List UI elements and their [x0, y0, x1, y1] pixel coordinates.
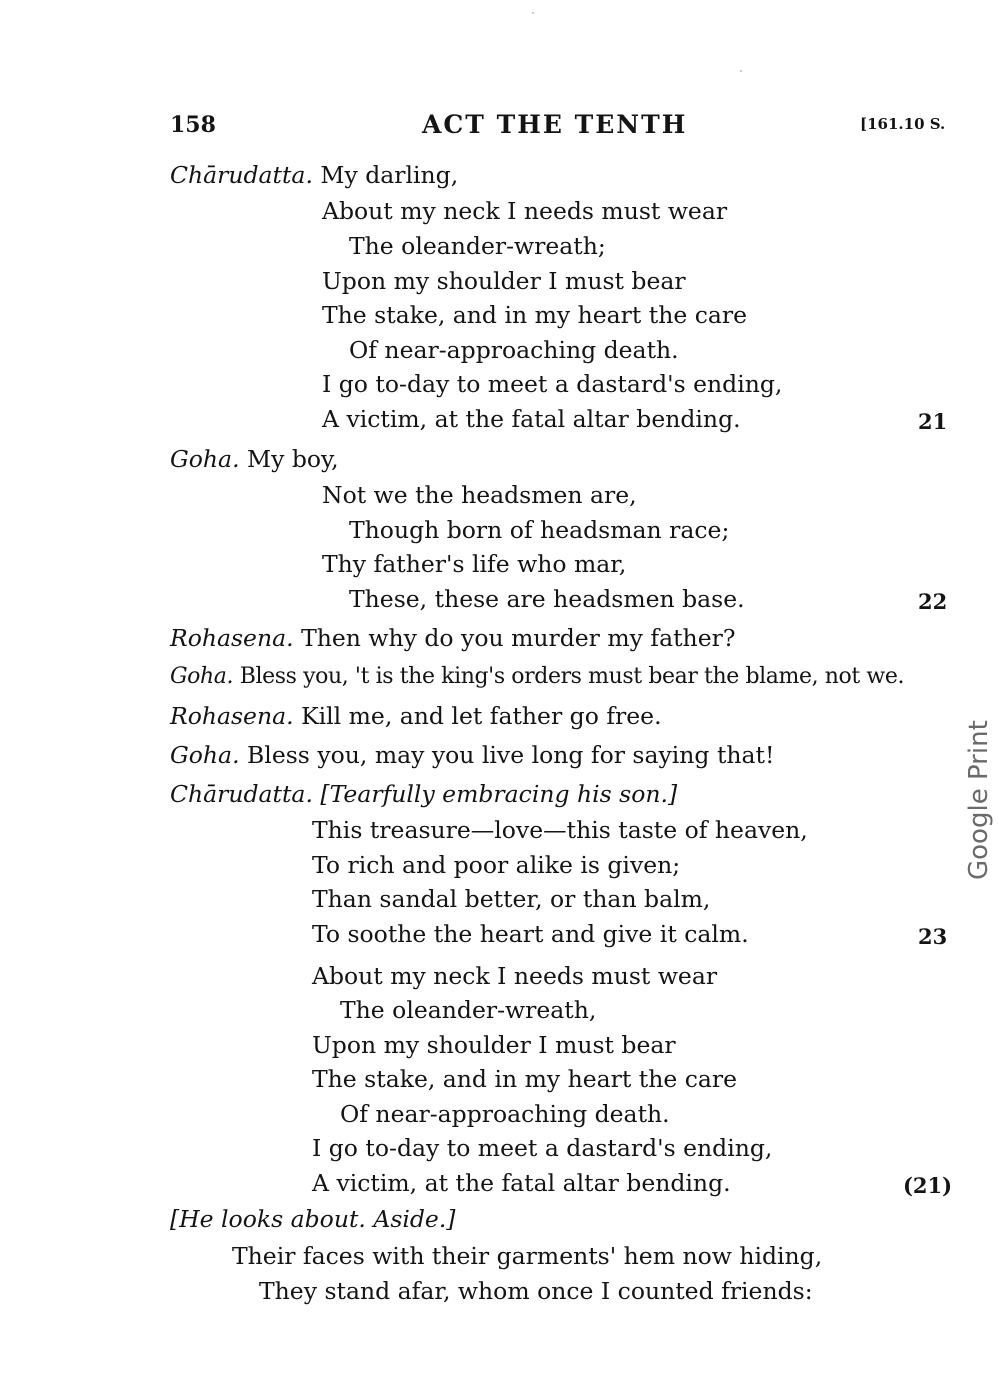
speech-text: My boy, [247, 445, 339, 473]
speaker-name: Chārudatta. [170, 161, 313, 189]
speaker-name: Rohasena. [170, 702, 294, 730]
verse-number: 21 [918, 409, 948, 434]
speech-line [170, 741, 775, 769]
verse-line: I go to-day to meet a dastard's ending, [322, 370, 783, 398]
page-title: ACT THE TENTH [422, 110, 688, 139]
verse-line: About my neck I needs must wear [312, 962, 718, 990]
verse-line: These, these are headsmen base. [349, 585, 745, 613]
speech-text: Bless you, 't is the king's orders must bear the blame, not we. [239, 664, 905, 689]
verse-number: 23 [918, 924, 948, 949]
verse-line: About my neck I needs must wear [322, 197, 728, 225]
speaker-name: Goha. [170, 445, 240, 473]
verse-line: Though born of headsman race; [349, 516, 730, 544]
verse-line: The oleander-wreath, [340, 996, 597, 1024]
scan-speck [740, 70, 742, 72]
speech-text: My darling, [320, 161, 459, 189]
verse-line: The stake, and in my heart the care [312, 1065, 738, 1093]
verse-line: A victim, at the fatal altar bending. [312, 1169, 731, 1197]
verse-line: I go to-day to meet a dastard's ending, [312, 1134, 773, 1162]
google-print-watermark: Google Print [964, 720, 994, 880]
section-reference: [161.10 S. [860, 115, 946, 133]
verse-line: Their faces with their garments' hem now hiding, [232, 1242, 823, 1270]
verse-line: Thy father's life who mar, [322, 550, 627, 578]
verse-number: (21) [903, 1173, 953, 1198]
stage-direction: [Tearfully embracing his son.] [320, 780, 678, 808]
verse-line: Not we the headsmen are, [322, 481, 637, 509]
speech-text: Then why do you murder my father? [301, 624, 736, 652]
speaker-name: Chārudatta. [170, 780, 313, 808]
speaker-name: Rohasena. [170, 624, 294, 652]
verse-line: The stake, and in my heart the care [322, 301, 748, 329]
speech-text: Bless you, may you live long for saying that! [247, 741, 775, 769]
speaker-name: Goha. [170, 664, 234, 689]
verse-line: Of near-approaching death. [349, 336, 679, 364]
speech-line [170, 666, 904, 688]
verse-line: Of near-approaching death. [340, 1100, 670, 1128]
stage-direction: [He looks about. Aside.] [170, 1205, 456, 1233]
page-number: 158 [170, 112, 216, 138]
speaker-name: Goha. [170, 741, 240, 769]
speech-line [170, 445, 339, 473]
scan-speck [532, 12, 534, 14]
verse-line: To soothe the heart and give it calm. [312, 920, 749, 948]
verse-line: They stand afar, whom once I counted friends: [259, 1277, 813, 1305]
verse-line: This treasure—love—this taste of heaven, [312, 816, 808, 844]
verse-line: Upon my shoulder I must bear [322, 267, 686, 295]
speech-line [170, 624, 736, 652]
verse-line: Upon my shoulder I must bear [312, 1031, 676, 1059]
verse-number: 22 [918, 589, 948, 614]
speech-line [170, 702, 662, 730]
verse-line: The oleander-wreath; [349, 232, 606, 260]
verse-line: Than sandal better, or than balm, [312, 885, 711, 913]
speech-line [170, 780, 678, 808]
verse-line: To rich and poor alike is given; [312, 851, 681, 879]
verse-line: A victim, at the fatal altar bending. [322, 405, 741, 433]
speech-text: Kill me, and let father go free. [301, 702, 662, 730]
speech-line [170, 161, 459, 189]
